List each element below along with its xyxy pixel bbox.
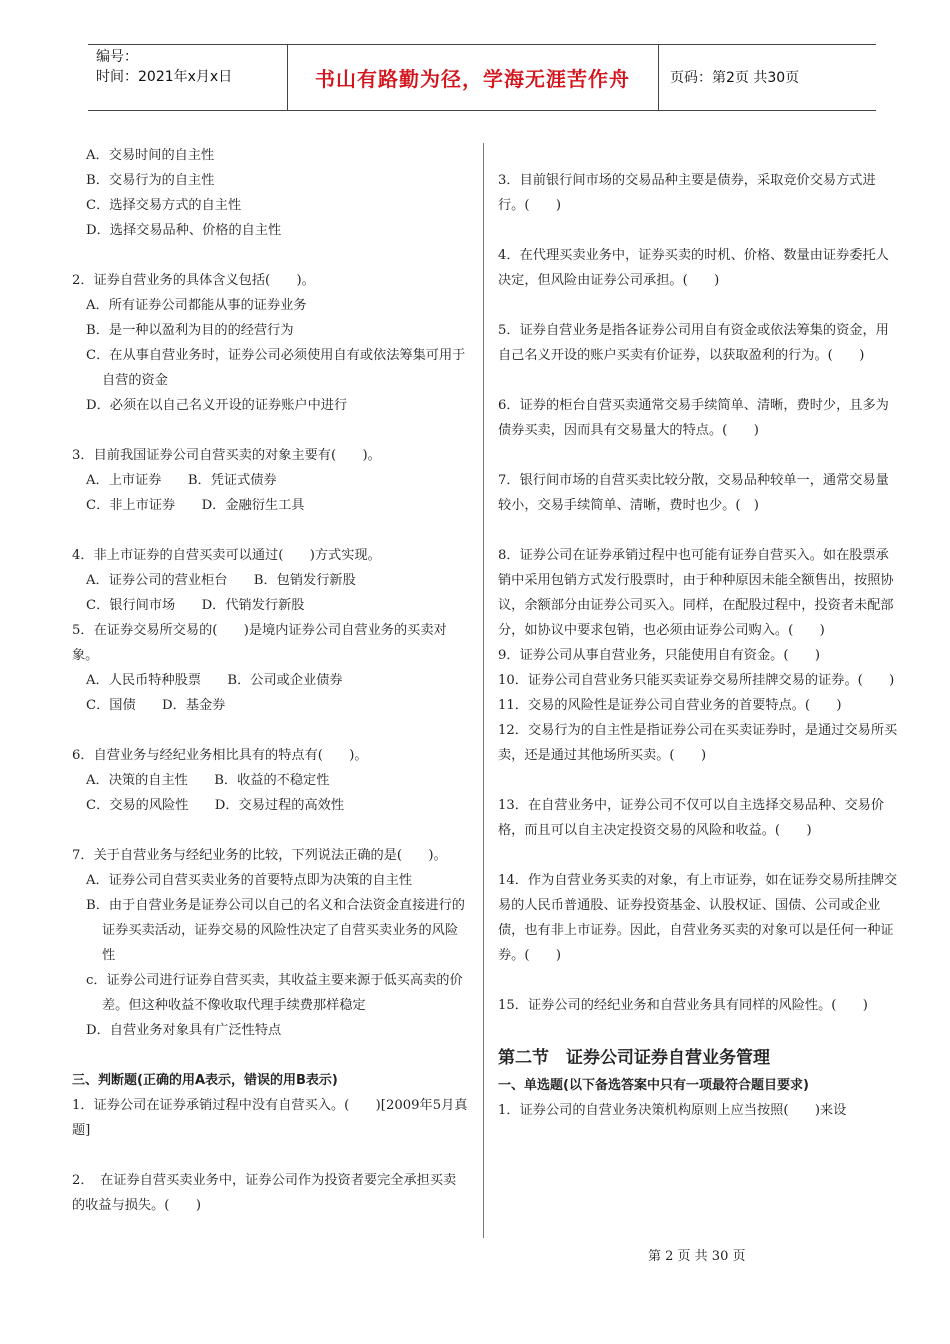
question-line: B．是一种以盈利为目的的经营行为 [86,323,294,338]
question-line: 5．证券自营业务是指各证券公司用自有资金或依法筹集的资金，用自己名义开设的账户买卖有价证券，以获取盈利的行为。( ) [498,323,889,363]
spacer [72,1143,468,1168]
question-line: 10．证券公司自营业务只能买卖证券交易所挂牌交易的证券。( ) [498,673,895,688]
page-footer: 第 2 页 共 30 页 [648,1249,746,1264]
subsection-heading: 一、单选题(以下备选答案中只有一项最符合题目要求) [498,1078,809,1093]
question-line: D．选择交易品种、价格的自主性 [86,223,282,238]
spacer [498,443,900,468]
question-line: A．证券公司的营业柜台 B．包销发行新股 [86,573,356,588]
question-line: 1．证券公司的自营业务决策机构原则上应当按照( )来设 [498,1103,847,1118]
column-divider [483,143,484,1238]
question-line: C．银行间市场 D．代销发行新股 [86,598,305,613]
spacer [498,843,900,868]
spacer [72,818,468,843]
spacer [72,718,468,743]
question-line: D．自营业务对象具有广泛性特点 [86,1023,282,1038]
question-line: 5．在证券交易所交易的( )是境内证券公司自营业务的买卖对象。 [72,623,447,663]
section-heading: 第二节 证券公司证券自营业务管理 [498,1048,770,1068]
question-line: C．选择交易方式的自主性 [86,198,242,213]
question-line: 14．作为自营业务买卖的对象，有上市证券，如在证券交易所挂牌交易的人民币普通股、证券投资基金、认股权证、国债、公司或企业债，也有非上市证券。因此，自营业务买卖的对象可以是任何一种证券。( ) [498,873,898,963]
question-line: A．人民币特种股票 B．公司或企业债券 [86,673,343,688]
question-line: 1．证券公司在证券承销过程中没有自营买入。( )[2009年5月真题] [72,1098,468,1138]
question-line: 4．在代理买卖业务中，证券买卖的时机、价格、数量由证券委托人决定，但风险由证券公司承担。( ) [498,248,889,288]
question-line: B．由于自营业务是证券公司以自己的名义和合法资金直接进行的证券买卖活动，证券交易的风险性决定了自营买卖业务的风险性 [86,898,465,963]
question-line: C．在从事自营业务时，证券公司必须使用自有或依法筹集可用于自营的资金 [86,348,466,388]
header-time: 时间：2021年x月x日 [96,69,233,85]
question-line: 6．自营业务与经纪业务相比具有的特点有( )。 [72,748,368,763]
question-line: A．证券公司自营买卖业务的首要特点即为决策的自主性 [86,873,413,888]
question-line: 2． 在证券自营买卖业务中，证券公司作为投资者要完全承担买卖的收益与损失。( ) [72,1173,457,1213]
spacer [498,768,900,793]
question-line: 8．证券公司在证券承销过程中也可能有证券自营买入。如在股票承销中采用包销方式发行股票时，由于种种原因未能全额售出，按照协议，余额部分由证券公司买入。同样，在配股过程中，投资者未配部分，如协议中要求包销，也必须由证券公司购入。( ) [498,548,894,638]
spacer [498,368,900,393]
question-line: 7．银行间市场的自营买卖比较分散，交易品种较单一，通常交易量较小，交易手续简单、清晰，费时也少。( ) [498,473,889,513]
question-line: A．决策的自主性 B．收益的不稳定性 [86,773,330,788]
spacer [72,243,468,268]
left-column [72,143,468,1218]
header-bottom-rule [88,110,876,111]
spacer [498,968,900,993]
question-line: 9．证券公司从事自营业务，只能使用自有资金。( ) [498,648,820,663]
question-line: A．交易时间的自主性 [86,148,215,163]
right-column [498,168,900,1123]
header-page-number: 页码：第2页 共30页 [670,70,800,86]
question-line: A．所有证券公司都能从事的证券业务 [86,298,307,313]
question-line: 2．证券自营业务的具体含义包括( )。 [72,273,315,288]
header-divider-right [658,44,659,110]
question-line: c．证券公司进行证券自营买卖，其收益主要来源于低买高卖的价差。但这种收益不像收取代理手续费那样稳定 [86,973,463,1013]
spacer [72,1043,468,1068]
question-line: 15．证券公司的经纪业务和自营业务具有同样的风险性。( ) [498,998,868,1013]
header-code: 编号： [96,49,138,65]
question-line: 3．目前银行间市场的交易品种主要是债券，采取竞价交易方式进行。( ) [498,173,876,213]
question-line: 11．交易的风险性是证券公司自营业务的首要特点。( ) [498,698,842,713]
header-top-rule [88,44,876,45]
question-line: C．国债 D．基金券 [86,698,226,713]
question-line: 13．在自营业务中，证券公司不仅可以自主选择交易品种、交易价格，而且可以自主决定投资交易的风险和收益。( ) [498,798,885,838]
spacer [498,293,900,318]
question-line: D．必须在以自己名义开设的证券账户中进行 [86,398,348,413]
question-line: B．交易行为的自主性 [86,173,215,188]
question-line: 6．证券的柜台自营买卖通常交易手续简单、清晰，费时少，且多为债券买卖，因而具有交易量大的特点。( ) [498,398,889,438]
spacer [72,518,468,543]
spacer [498,1018,900,1043]
subsection-heading: 三、判断题(正确的用A表示，错误的用B表示) [72,1073,338,1088]
question-line: 4．非上市证券的自营买卖可以通过( )方式实现。 [72,548,381,563]
question-line: 3．目前我国证券公司自营买卖的对象主要有( )。 [72,448,381,463]
header-motto: 书山有路勤为径，学海无涯苦作舟 [315,67,630,91]
spacer [498,518,900,543]
question-line: C．非上市证券 D．金融衍生工具 [86,498,305,513]
header-meta [96,47,232,87]
question-line: A．上市证券 B．凭证式债券 [86,473,277,488]
question-line: C．交易的风险性 D．交易过程的高效性 [86,798,345,813]
spacer [498,218,900,243]
spacer [72,418,468,443]
question-line: 12．交易行为的自主性是指证券公司在买卖证券时，是通过交易所买卖，还是通过其他场所买卖。( ) [498,723,898,763]
question-line: 7．关于自营业务与经纪业务的比较，下列说法正确的是( )。 [72,848,447,863]
